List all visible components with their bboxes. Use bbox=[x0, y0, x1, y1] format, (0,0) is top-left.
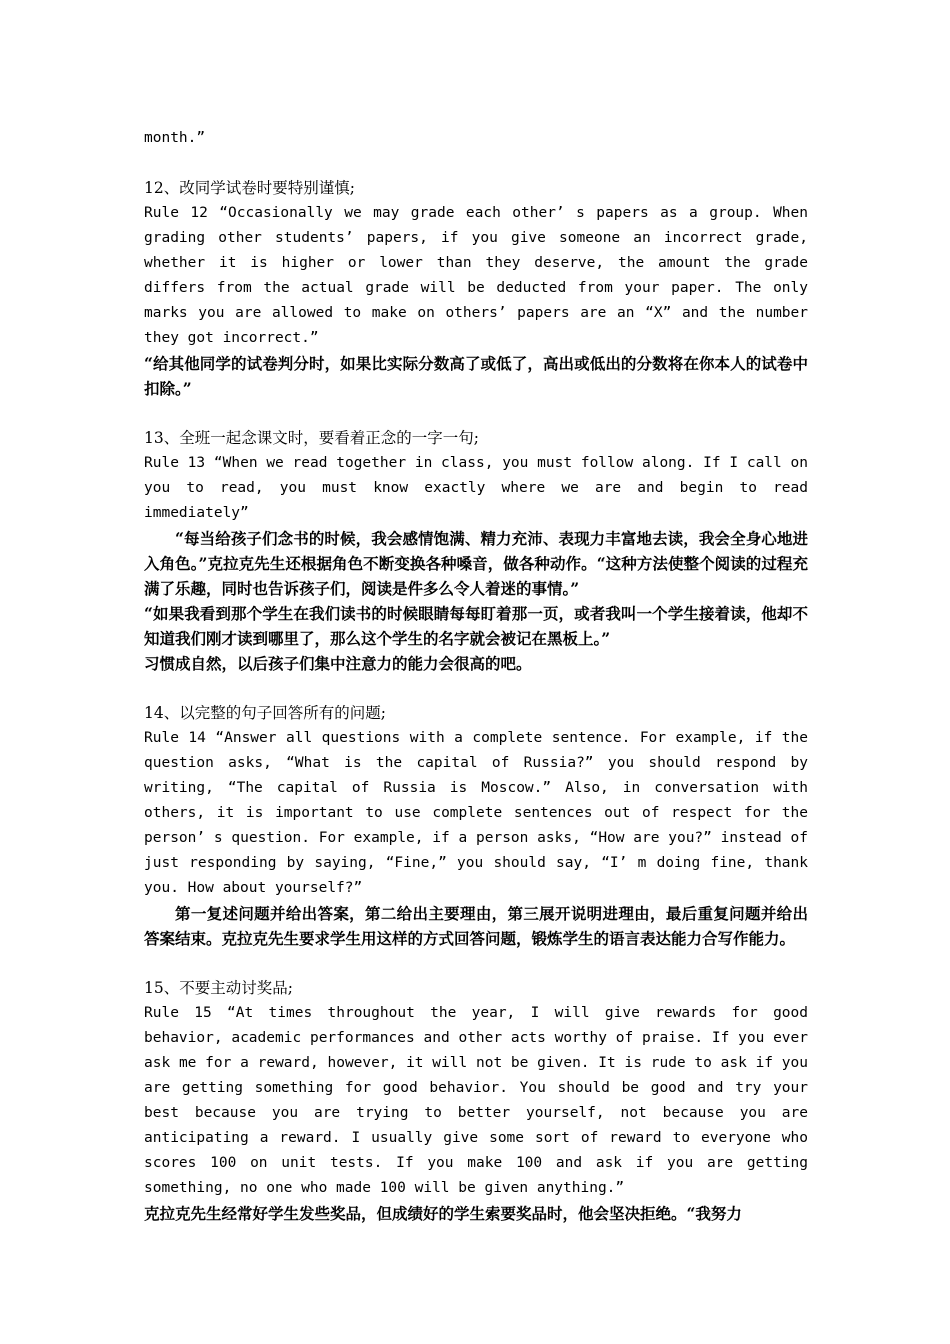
rule-15-text: Rule 15 “At times throughout the year, I will give rewards for good behavior, academic performances and other acts worthy of praise. If you ever ask me for a reward, however, it will not be given. It is rude to ask if you are getting something for good behavior. You should be good and try your best because you are trying to better yourself, not because you are anticipating a reward. I usually give some sort of reward to everyone who scores 100 on unit tests. If you make 100 and ask if you are getting something, no one who made 100 will be given anything.” bbox=[144, 1005, 808, 1196]
text-line: month.” bbox=[144, 130, 206, 146]
rule-14-heading: 14、以完整的句子回答所有的问题; bbox=[144, 704, 386, 722]
rule-12-heading: 12、改同学试卷时要特别谨慎; bbox=[144, 179, 355, 197]
rule-12-text: Rule 12 “Occasionally we may grade each other’ s papers as a group. When grading other students’ papers, if you give someone an incorrect grade, whether it is higher or lower than they deserve, the amount the grade differs from the actual grade will be deducted from your paper. The only marks you are allowed to make on others’ papers are an “X” and the number they got incorrect.” bbox=[144, 205, 808, 346]
rule-15-note: 克拉克先生经常好学生发些奖品，但成绩好的学生索要奖品时，他会坚决拒绝。“我努力 bbox=[144, 1204, 742, 1223]
rule-13-heading: 13、全班一起念课文时，要看着正念的一字一句; bbox=[144, 429, 479, 447]
rule-14-note: 第一复述问题并给出答案，第二给出主要理由，第三展开说明进理由，最后重复问题并给出答案结束。克拉克先生要求学生用这样的方式回答问题，锻炼学生的语言表达能力合写作能力。 bbox=[144, 904, 808, 948]
rule-12-note: “给其他同学的试卷判分时，如果比实际分数高了或低了，高出或低出的分数将在你本人的试卷中扣除。” bbox=[144, 354, 808, 398]
rule-15-heading: 15、不要主动讨奖品; bbox=[144, 979, 293, 997]
rule-13-text: Rule 13 “When we read together in class, you must follow along. If I call on you to read, you must know exactly where we are and begin to read immediately” bbox=[144, 455, 808, 521]
rule-13-note-2: “如果我看到那个学生在我们读书的时候眼睛每每盯着那一页，或者我叫一个学生接着读，他却不知道我们刚才读到哪里了，那么这个学生的名字就会被记在黑板上。” bbox=[144, 604, 808, 648]
document-page bbox=[144, 126, 808, 1226]
rule-13-note-3: 习惯成自然，以后孩子们集中注意力的能力会很高的吧。 bbox=[144, 654, 532, 673]
rule-13-note-1: “每当给孩子们念书的时候，我会感情饱满、精力充沛、表现力丰富地去读，我会全身心地进入角色。”克拉克先生还根据角色不断变换各种嗓音，做各种动作。“这种方法使整个阅读的过程充满了乐趣，同时也告诉孩子们，阅读是件多么令人着迷的事情。” bbox=[144, 529, 808, 598]
rule-14-text: Rule 14 “Answer all questions with a complete sentence. For example, if the question asks, “What is the capital of Russia?” you should respond by writing, “The capital of Russia is Moscow.” Also, in conversation with others, it is important to use complete sentences out of respect for the person’ s question. For example, if a person asks, “How are you?” instead of just responding by saying, “Fine,” you should say, “I’ m doing fine, thank you. How about yourself?” bbox=[144, 730, 808, 896]
